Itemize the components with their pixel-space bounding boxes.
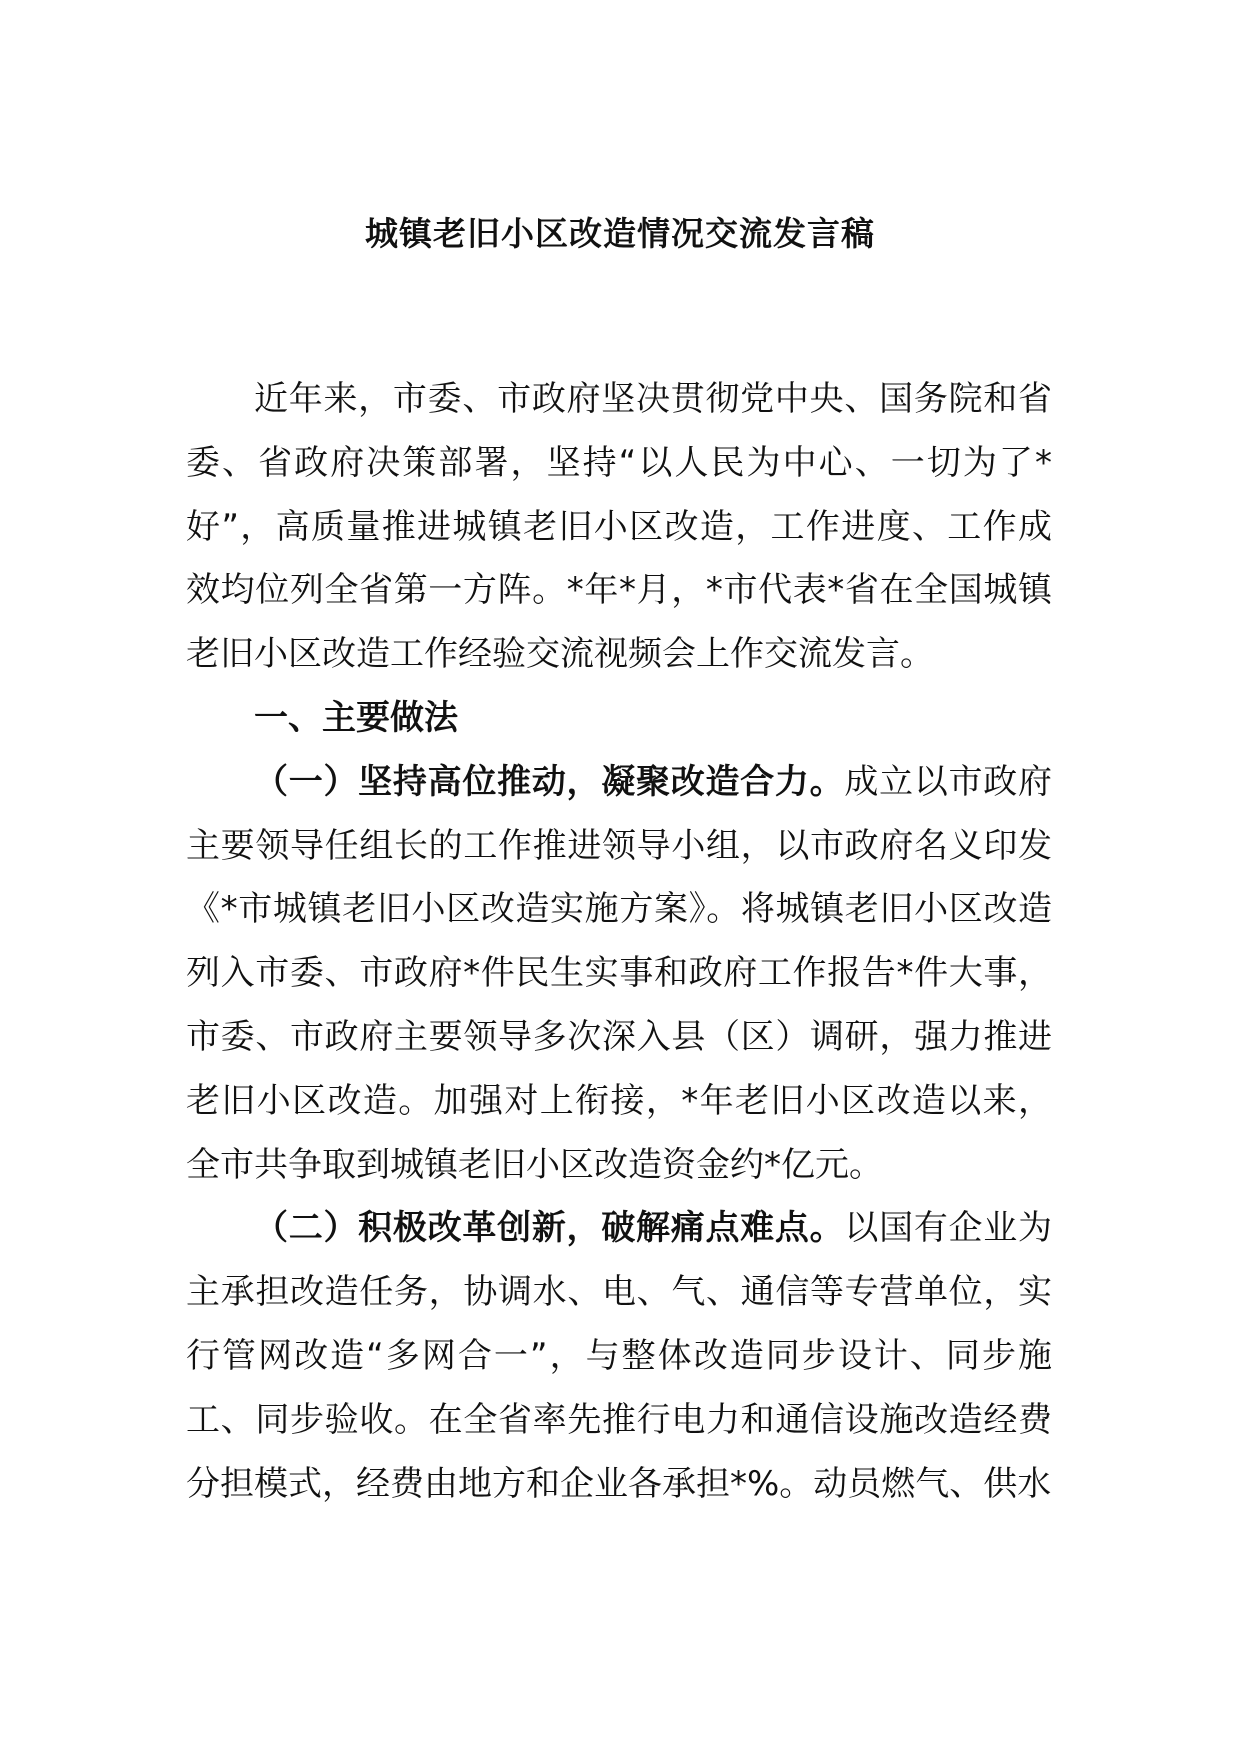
section-heading-main-practices: 一、主要做法 (254, 697, 458, 738)
item-1-text: 成立以市政府主要领导任组长的工作推进领导小组，以市政府名义印发《*市城镇老旧小区改造实施方案》。将城镇老旧小区改造列入市委、市政府*件民生实事和政府工作报告*件大事，市委、市政府主要领导多次深入县（区）调研，强力推进老旧小区改造。加强对上衔接，*年老旧小区改造以来，全市共争取到城镇老旧小区改造资金约*亿元。 (186, 761, 1053, 1185)
intro-paragraph: 近年来，市委、市政府坚决贯彻党中央、国务院和省委、省政府决策部署，坚持“以人民为中心、一切为了*好”，高质量推进城镇老旧小区改造，工作进度、工作成效均位列全省第一方阵。*年*月，*市代表*省在全国城镇老旧小区改造工作经验交流视频会上作交流发言。 (186, 379, 1052, 675)
item-1-lead: （一）坚持高位推动，凝聚改造合力。 (254, 761, 845, 802)
item-2-paragraph (186, 1197, 1052, 1516)
item-2-text: 以国有企业为主承担改造任务，协调水、电、气、通信等专营单位，实行管网改造“多网合一”，与整体改造同步设计、同步施工、同步验收。在全省率先推行电力和通信设施改造经费分担模式，经费由地方和企业各承担*%。动员燃气、供水 (186, 1208, 1053, 1504)
document-body (186, 368, 1052, 1516)
item-1-paragraph (186, 751, 1052, 1198)
item-2-lead: （二）积极改革创新，破解痛点难点。 (254, 1208, 845, 1249)
document-title: 城镇老旧小区改造情况交流发言稿 (365, 214, 875, 253)
